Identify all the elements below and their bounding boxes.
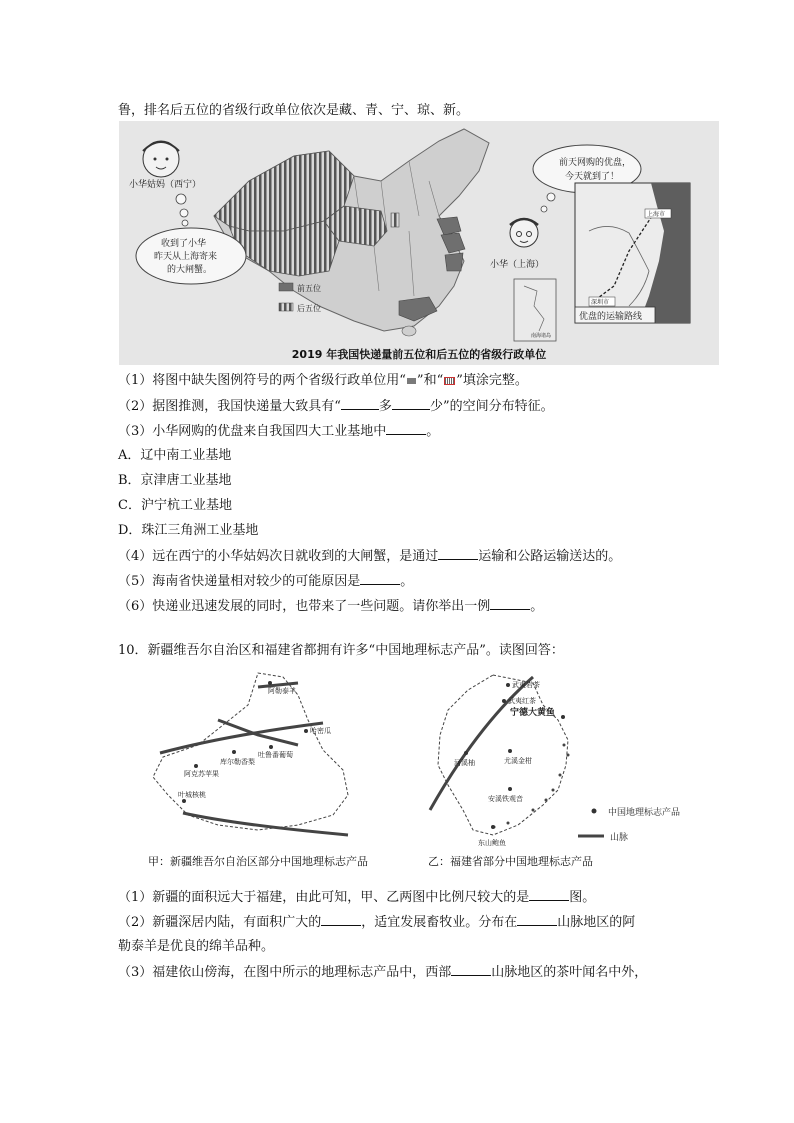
aunt-bubble-line-3: 的大闸蟹。: [167, 265, 213, 275]
answer-blank[interactable]: [438, 547, 478, 560]
answer-blank[interactable]: [392, 397, 430, 410]
q10-1-text-a: （1）新疆的面积远大于福建，由此可知，甲、乙两图中比例尺较大的是: [118, 890, 530, 905]
question-10-1: [118, 888, 595, 907]
fujian-outline: [438, 675, 568, 835]
xj-label-altay-sheep: 阿勒泰羊: [268, 687, 296, 695]
legend-bottom-five: 后五位: [297, 304, 321, 313]
q10-2-text-b: ，适宜发展畜牧业。分布在: [361, 915, 518, 930]
q10-3-text-a: （3）福建依山傍海，在图中所示的地理标志产品中，西部: [118, 965, 452, 980]
q9-5-text-b: 。: [400, 574, 414, 589]
q9-5-text-a: （5）海南省快递量相对较少的可能原因是: [118, 574, 361, 589]
q10-3-text-b: 山脉地区的茶叶闻名中外，: [491, 965, 648, 980]
xj-label-hami-melon: 哈密瓜: [310, 727, 331, 735]
q9-2-text-c: 少”的空间分布特征。: [429, 399, 554, 414]
figure1-caption: 2019 年我国快递量前五位和后五位的省级行政单位: [291, 348, 547, 361]
south-china-sea-label: 南海诸岛: [531, 333, 552, 339]
q9-2-text-a: （2）据图推测，我国快递量大致具有“: [118, 399, 341, 414]
hainan-region: [402, 326, 416, 336]
legend-mountain-label: 山脉: [610, 833, 629, 843]
option-c[interactable]: C．沪宁杭工业基地: [118, 498, 232, 513]
question-9-2: [118, 397, 554, 416]
xj-label-yecheng-walnut: 叶城核桃: [178, 791, 206, 799]
question-10-2: [118, 913, 635, 932]
aunt-bubble-line-2: 昨天从上海寄来: [154, 252, 218, 262]
legend-product-label: 中国地理标志产品: [608, 808, 681, 818]
ningxia-region: [391, 213, 399, 227]
xiaohua-figure: [510, 219, 538, 247]
answer-blank[interactable]: [529, 888, 569, 901]
q9-3-text-a: （3）小华网购的优盘来自我国四大工业基地中: [118, 424, 387, 439]
dark-swatch-icon: [407, 378, 416, 384]
zhejiang-region: [445, 253, 463, 271]
answer-blank[interactable]: [360, 572, 400, 585]
question-9-6: [118, 597, 543, 616]
question-9-5: [118, 572, 413, 591]
q9-2-text-b: 多: [378, 399, 392, 414]
express-map-svg: [119, 121, 719, 365]
answer-blank[interactable]: [321, 913, 361, 926]
south-china-sea-inset: [514, 279, 556, 341]
question-9-1: [118, 372, 528, 390]
xiaohua-bubble-line-1: 前天网购的优盘，: [559, 158, 632, 168]
xinjiang-map-caption: 甲：新疆维吾尔自治区部分中国地理标志产品: [148, 855, 368, 868]
aunt-name-label: 小华姑妈（西宁）: [129, 180, 202, 190]
fj-label-pomelo: 河溪柚: [454, 759, 475, 767]
option-b[interactable]: B．京津唐工业基地: [118, 473, 232, 488]
guangdong-region: [399, 297, 437, 321]
q9-3-text-b: 。: [426, 424, 440, 439]
xiaohua-name-label: 小华（上海）: [490, 260, 545, 270]
inset-shenzhen-label: 深圳市: [591, 299, 610, 306]
aunt-bubble-line-1: 收到了小华: [161, 239, 207, 249]
fujian-map-caption: 乙：福建省部分中国地理标志产品: [428, 855, 593, 868]
q10-2-text-a: （2）新疆深居内陆，有面积广大的: [118, 915, 322, 930]
q10-2-text-c: 山脉地区的阿: [557, 915, 636, 930]
express-map-figure: [119, 121, 719, 365]
option-d[interactable]: D．珠江三角洲工业基地: [118, 523, 259, 538]
xj-label-aksu-apple: 阿克苏苹果: [184, 770, 219, 778]
q9-6-text-b: 。: [530, 599, 544, 614]
aunt-figure: [143, 141, 179, 177]
fj-label-dongshan-abalone: 东山鲍鱼: [478, 839, 506, 847]
question-10-3: [118, 963, 647, 982]
q10-1-text-b: 图。: [569, 890, 596, 905]
intro-line: 鲁，排名后五位的省级行政单位依次是藏、青、宁、琼、新。: [118, 103, 470, 118]
fj-label-anxi-tieguanyin: 安溪铁观音: [488, 795, 523, 803]
answer-blank[interactable]: [517, 913, 557, 926]
answer-blank[interactable]: [386, 422, 426, 435]
option-a[interactable]: A．辽中南工业基地: [118, 448, 232, 463]
question-10-2-cont: 勒泰羊是优良的绵羊品种。: [118, 939, 275, 954]
q9-1-text-b: ”和“: [416, 373, 444, 388]
fj-label-wuyi-rock-tea: 武夷岩茶: [512, 681, 540, 689]
xj-label-turpan-grape: 吐鲁番葡萄: [258, 751, 293, 759]
question-10-title: 10．新疆维吾尔自治区和福建省都拥有许多“中国地理标志产品”。读图回答：: [118, 643, 564, 658]
q9-4-text-b: 运输和公路运输送达的。: [478, 549, 622, 564]
q9-4-text-a: （4）远在西宁的小华姑妈次日就收到的大闸蟹，是通过: [118, 549, 439, 564]
striped-swatch-icon: [444, 377, 455, 385]
answer-blank[interactable]: [341, 397, 379, 410]
fj-label-ningde-croaker: 宁德大黄鱼: [510, 708, 556, 718]
xiaohua-bubble-line-2: 今天就到了！: [565, 172, 620, 182]
answer-blank[interactable]: [451, 963, 491, 976]
q9-1-text-a: （1）将图中缺失图例符号的两个省级行政单位用“: [118, 373, 406, 388]
question-9-4: [118, 547, 621, 566]
question-9-3: [118, 422, 439, 441]
kunlun-mountain: [183, 813, 348, 835]
q9-1-text-c: ”填涂完整。: [456, 373, 528, 388]
xj-label-korla-pear: 库尔勒香梨: [220, 758, 255, 766]
answer-blank[interactable]: [490, 597, 530, 610]
inset-shanghai-label: 上海市: [647, 211, 666, 218]
product-legend-icon: [592, 809, 597, 814]
xinjiang-outline: [153, 673, 348, 830]
q9-6-text-a: （6）快递业迅速发展的同时，也带来了一些问题。请你举出一例: [118, 599, 491, 614]
legend-top-five: 前五位: [297, 284, 321, 293]
inset-caption: 优盘的运输路线: [579, 312, 643, 322]
fj-label-youxi-kumquat: 尤溪金柑: [504, 757, 532, 765]
fj-label-wuyi-black-tea: 武夷红茶: [508, 697, 536, 705]
product-maps-figure: [148, 665, 733, 880]
product-maps-svg: [148, 665, 733, 880]
